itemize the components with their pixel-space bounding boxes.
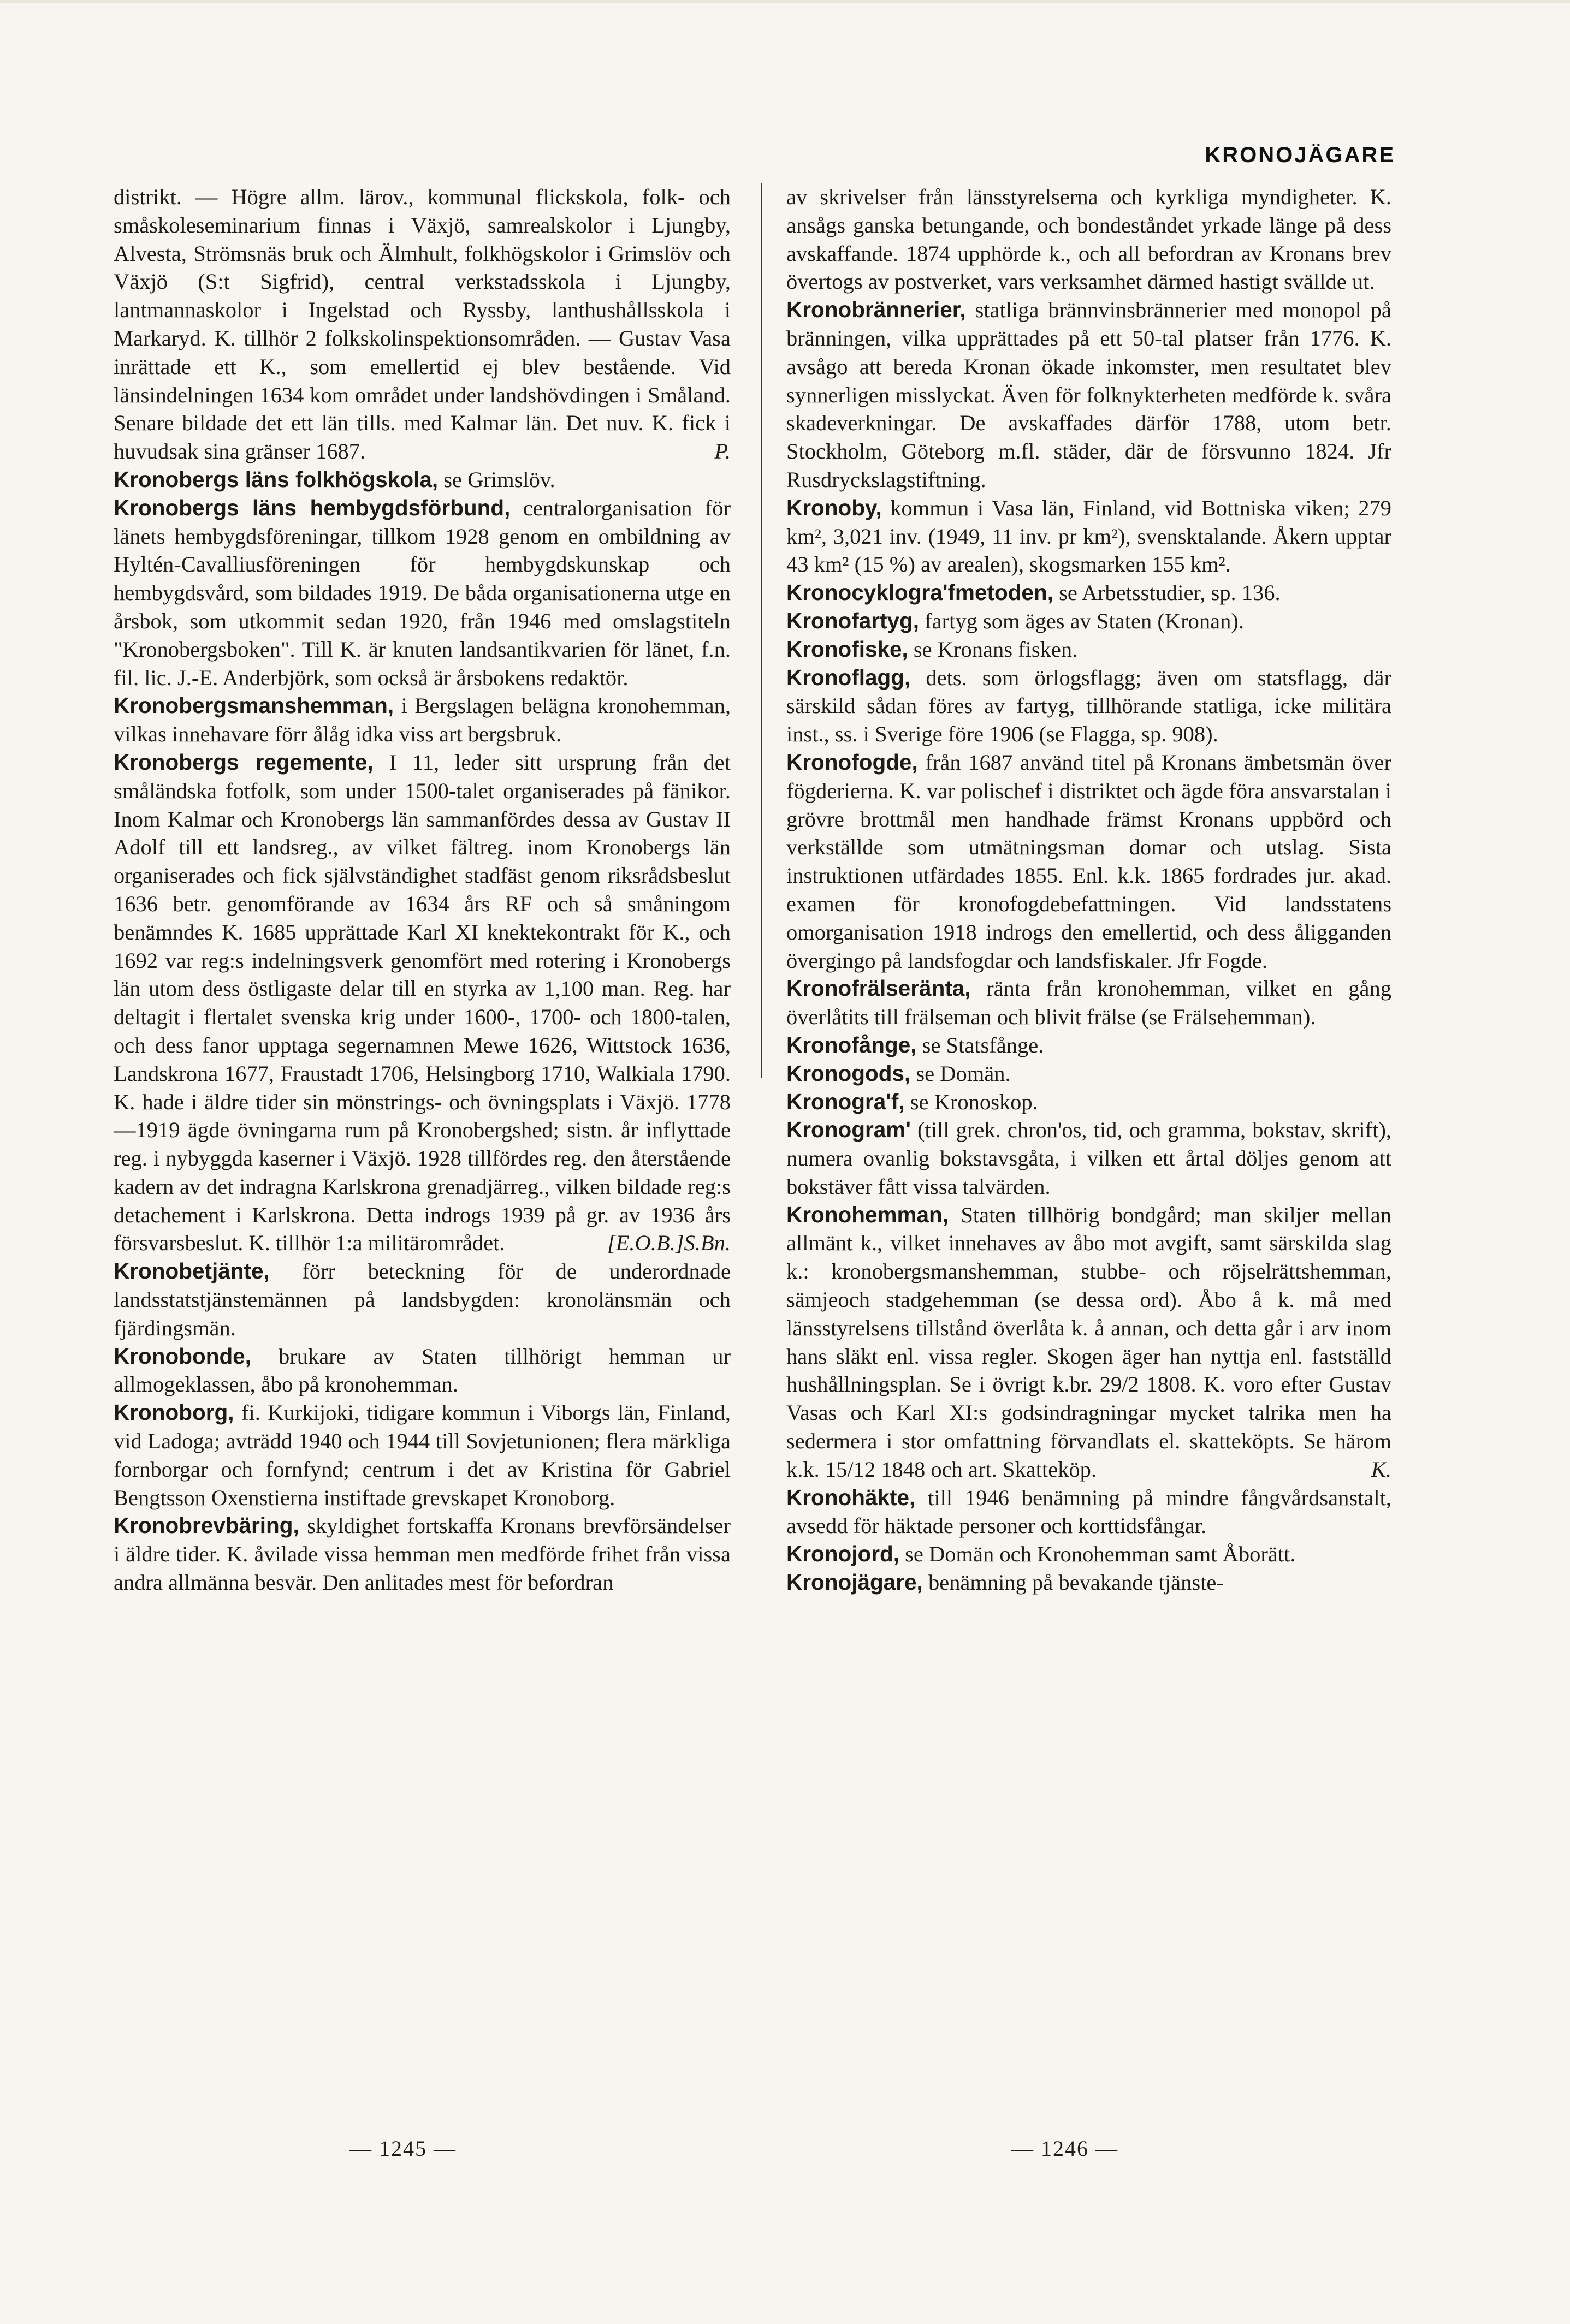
dictionary-entry (786, 1088, 1391, 1116)
entry-text: dets. som örlogsflagg; även om statsflagg, där särskild sådan föres av fartyg, tillhörande statliga, icke militära inst., ss. i Sverige före 1906 (se Flagga, sp. 908). (786, 665, 1391, 747)
entry-text: fartyg som äges av Staten (Kronan). (919, 608, 1244, 633)
dictionary-entry (114, 466, 731, 494)
page-number-right: — 1246 — (1011, 2136, 1118, 2161)
entry-headword: Kronobrevbäring, (114, 1513, 299, 1538)
entry-text: se Kronoskop. (904, 1089, 1038, 1114)
entry-headword: Kronojord, (786, 1541, 899, 1567)
entry-headword: Kronoby, (786, 495, 882, 520)
dictionary-entry (786, 1031, 1391, 1060)
dictionary-entry (786, 494, 1391, 579)
entry-text: skyldighet fortskaffa Kronans brevförsändelser i äldre tider. K. åvilade vissa hemman men medförde frihet från vissa andra allmänna besvär. Den anlitades mest för befordran (114, 1513, 731, 1595)
entry-headword: Kronobergsmanshemman, (114, 693, 394, 718)
entry-headword: Kronobonde, (114, 1343, 251, 1369)
entry-text: till 1946 benämning på mindre fångvårdsanstalt, avsedd för häktade personer och korttidsfångar. (786, 1485, 1391, 1538)
entry-headword: Kronobergs regemente, (114, 749, 374, 775)
entry-text: Staten tillhörig bondgård; man skiljer mellan allmänt k., vilket innehaves av åbo mot avgift, samt särskilda slag k.: kronobergsmanshemman, stubbe- och röjselrättshemman, sämjeoch stadgehemman (se dessa ord). Åbo å k. må med länsstyrelsens tillstånd överlåta k. å annan, och detta går i arv inom hans släkt enl. vissa regler. Skogen äger han nyttja enl. fastställd hushållningsplan. Se i övrigt k.br. 29/2 1808. K. voro efter Gustav Vasas och Karl XI:s godsindragningar mycket talrika men ha sedermera i stor omfattning förvandlats el. skatteköpts. Se härom k.k. 15/12 1848 och art. Skatteköp. (786, 1202, 1391, 1482)
column-divider (761, 183, 762, 1078)
dictionary-entry (786, 1060, 1391, 1088)
dictionary-entry (786, 664, 1391, 748)
dictionary-entry (786, 183, 1391, 296)
dictionary-entry (786, 974, 1391, 1031)
entry-text: se Domän. (910, 1061, 1011, 1086)
entry-text: se Grimslöv. (438, 467, 555, 492)
author-signature: K. (1371, 1457, 1391, 1482)
entry-text: distrikt. — Högre allm. lärov., kommunal flickskola, folk- och småskoleseminarium finnas i Växjö, samrealskolor i Ljungby, Alvesta, Strömsnäs bruk och Älmhult, folkhögskolor i Grimslöv och Växjö (S:t Sigfrid), central verkstadsskola i Ljungby, lantmannaskolor i Ingelstad och Ryssby, lanthushållsskola i Markaryd. K. tillhör 2 folkskolinspektionsområden. — Gustav Vasa inrättade ett K., som emellertid ej blev bestående. Vid länsindelningen 1634 kom området under landshövdingen i Småland. Senare bildade det ett län tills. med Kalmar län. Det nuv. K. fick i huvudsak sina gränser 1687. (114, 185, 731, 464)
entry-text: se Kronans fisken. (908, 637, 1078, 662)
entry-text: av skrivelser från länsstyrelserna och kyrkliga myndigheter. K. ansågs ganska betungande, och bondeståndet yrkade länge på dess avskaffande. 1874 upphörde k., och all befordran av Kronans brev övertogs av postverket, vars verksamhet därmed hastigt svällde ut. (786, 185, 1391, 294)
entry-headword: Kronogra'f, (786, 1089, 905, 1114)
entry-text: I 11, leder sitt ursprung från det småländska fotfolk, som under 1500-talet organiserades på fänikor. Inom Kalmar och Kronobergs län sammanfördes dessa av Gustav II Adolf till ett landsreg., av vilket fältreg. inom Kronobergs län organiserades och fick självständighet stadfäst genom riksrådsbeslut 1636 betr. genomförande av 1634 års RF och så småningom benämndes K. 1685 upprättade Karl XI knektekontrakt för K., och 1692 var reg:s indelningsverk genomfört med rotering i Kronobergs län utom dess östligaste delar till en styrka av 1,100 man. Reg. har deltagit i flertalet svenska krig under 1600-, 1700- och 1800-talen, och dess fanor upptaga segernamnen Mewe 1626, Wittstock 1636, Landskrona 1677, Fraustadt 1706, Helsingborg 1710, Walkiala 1790. K. hade i äldre tider sin mönstrings- och övningsplats i Växjö. 1778—1919 ägde övningarna rum på Kronobergshed; sistn. år inflyttade reg. i nybyggda kaserner i Växjö. 1928 tillfördes reg. den återstående kadern av det indragna Karlskrona grenadjärreg., vilken bildade reg:s detachement i Karlskrona. Detta indrogs 1939 på gr. av 1936 års försvarsbeslut. K. tillhör 1:a militärområdet. (114, 750, 731, 1256)
dictionary-entry (786, 1116, 1391, 1200)
dictionary-entry (114, 1512, 731, 1596)
entry-text: brukare av Staten tillhörigt hemman ur allmogeklassen, åbo på kronohemman. (114, 1344, 731, 1397)
entry-headword: Kronofiske, (786, 636, 908, 662)
entry-text: se Statsfånge. (916, 1032, 1044, 1057)
entry-headword: Kronojägare, (786, 1570, 923, 1595)
dictionary-entry (786, 579, 1391, 607)
dictionary-entry (786, 1540, 1391, 1568)
entry-text: fi. Kurkijoki, tidigare kommun i Viborgs län, Finland, vid Ladoga; avträdd 1940 och 1944 till Sovjetunionen; flera märkliga fornborgar och fornfynd; centrum i det av Kristina för Gabriel Bengtsson Oxenstierna instiftade grevskapet Kronoborg. (114, 1400, 731, 1510)
entry-text: (till grek. chron'os, tid, och gramma, bokstav, skrift), numera ovanlig bokstavsgåta, i vilken ett årtal döljes genom att bokstäver fått vissa talvärden. (786, 1118, 1391, 1199)
dictionary-entry (114, 183, 731, 466)
running-head: KRONOJÄGARE (1205, 143, 1395, 167)
entry-headword: Kronobergs läns hembygdsförbund, (114, 495, 511, 520)
entry-text: från 1687 använd titel på Kronans ämbetsmän över fögderierna. K. var polischef i distriktet och ägde föra ansvarstalan i grövre brottmål men handhade främst Kronans uppbörd och verkställde som utmätningsman domar och utslag. Sista instruktionen utfärdades 1855. Enl. k.k. 1865 fordrades jur. akad. examen för kronofogdebefattningen. Vid landsstatens omorganisation 1918 indrogs den emellertid, och dess åligganden övergingo på landsfogdar och landsfiskaler. Jfr Fogde. (786, 750, 1391, 973)
entry-text: kommun i Vasa län, Finland, vid Bottniska viken; 279 km², 3,021 inv. (1949, 11 inv. pr km²), svensktalande. Åkern upptar 43 km² (15 %) av arealen), skogsmarken 155 km². (786, 495, 1391, 577)
dictionary-entry (114, 1399, 731, 1512)
dictionary-entry (786, 748, 1391, 974)
entry-text: se Domän och Kronohemman samt Åborätt. (899, 1542, 1296, 1567)
entry-text: i Bergslagen belägna kronohemman, vilkas innehavare förr ålåg idka viss art bergsbruk. (114, 693, 731, 747)
dictionary-entry (786, 296, 1391, 494)
entry-headword: Kronogram' (786, 1117, 911, 1143)
dictionary-entry (786, 1201, 1391, 1484)
right-column (786, 183, 1391, 1597)
entry-headword: Kronofrälseränta, (786, 976, 971, 1001)
dictionary-entry (786, 635, 1391, 664)
entry-headword: Kronofartyg, (786, 608, 919, 633)
dictionary-entry (114, 748, 731, 1257)
entry-headword: Kronofånge, (786, 1032, 917, 1057)
entry-text: förr beteckning för de underordnade landsstatstjänstemännen på landsbygden: kronolänsmän och fjärdingsmän. (114, 1259, 731, 1340)
entry-headword: Kronohemman, (786, 1202, 949, 1227)
dictionary-entry (114, 692, 731, 748)
entry-text: ränta från kronohemman, vilket en gång överlåtits till frälseman och blivit frälse (se Frälsehemman). (786, 976, 1391, 1030)
entry-text: se Arbetsstudier, sp. 136. (1053, 580, 1281, 605)
entry-headword: Kronoflagg, (786, 664, 911, 690)
entry-headword: Kronobergs läns folkhögskola, (114, 466, 439, 492)
author-signature: [E.O.B.]S.Bn. (607, 1231, 731, 1256)
entry-text: benämning på bevakande tjänste- (922, 1570, 1224, 1595)
dictionary-entry (114, 1257, 731, 1342)
left-column (114, 183, 731, 1597)
dictionary-entry (114, 1342, 731, 1399)
entry-headword: Kronogods, (786, 1060, 911, 1086)
entry-text: centralorganisation för länets hembygdsföreningar, tillkom 1928 genom en ombildning av Hyltén-Cavalliusföreningen för hembygdskunskap och hembygdsvård, som bildades 1919. De båda organisationerna utge en årsbok, som utkommit sedan 1920, från 1946 med omslagstiteln "Kronobergsboken". Till K. är knuten landsantikvarien för länet, f.n. fil. lic. J.-E. Anderbjörk, som också är årsbokens redaktör. (114, 495, 731, 690)
entry-headword: Kronobrännerier, (786, 297, 966, 323)
entry-text: statliga brännvinsbrännerier med monopol på bränningen, vilka upprättades på ett 50-tal platser från 1776. K. avsågo att bereda Kronan ökade inkomster, men resultatet blev synnerligen misslyckat. Även för folknykterheten medförde k. svåra skadeverkningar. De avskaffades därför 1788, utom betr. Stockholm, Göteborg m.fl. städer, där de försvunno 1824. Jfr Rusdryckslagstiftning. (786, 298, 1391, 492)
entry-headword: Kronocyklogra'fmetoden, (786, 580, 1053, 605)
dictionary-entry (786, 607, 1391, 635)
page-top-edge (0, 0, 1570, 3)
entry-headword: Kronohäkte, (786, 1484, 916, 1510)
entry-headword: Kronoborg, (114, 1400, 234, 1425)
page-number-left: — 1245 — (349, 2136, 457, 2161)
dictionary-entry (114, 494, 731, 692)
entry-headword: Kronofogde, (786, 749, 918, 775)
dictionary-entry (786, 1484, 1391, 1541)
entry-headword: Kronobetjänte, (114, 1258, 270, 1284)
dictionary-entry (786, 1568, 1391, 1597)
author-signature: P. (714, 439, 731, 464)
